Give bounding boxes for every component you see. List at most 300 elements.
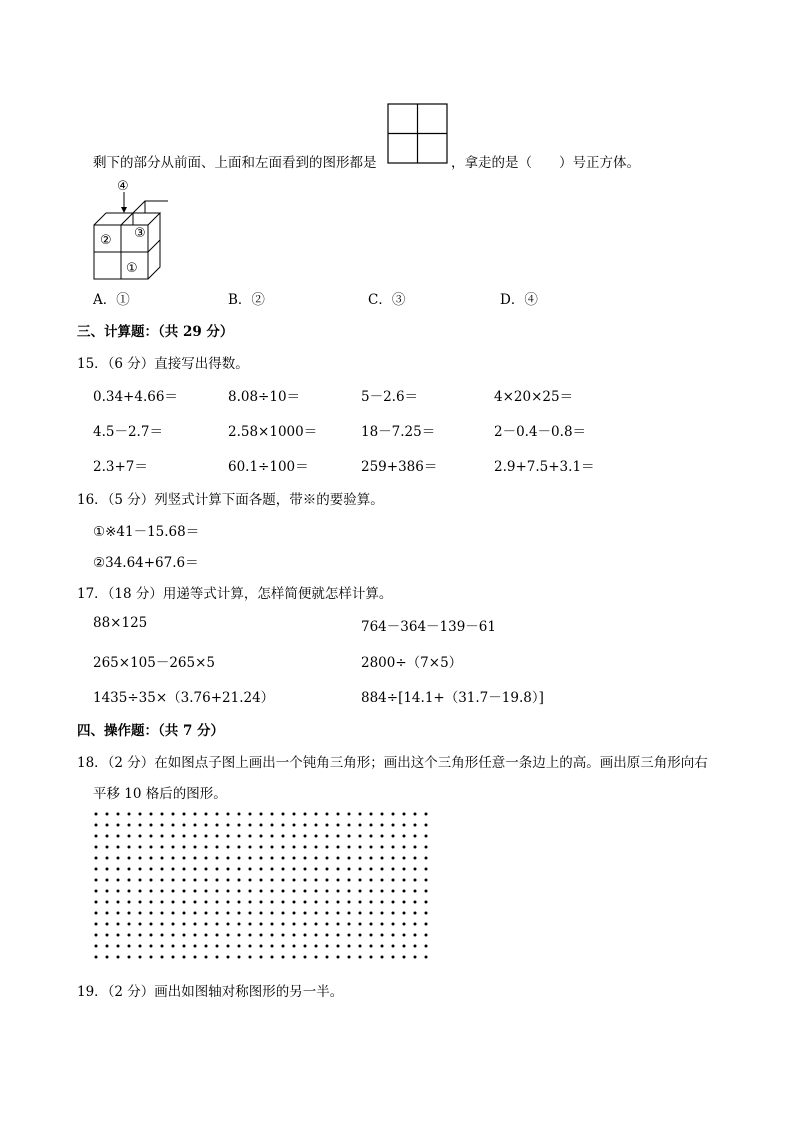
- grid-dot: [172, 879, 175, 882]
- grid-dot: [414, 813, 417, 816]
- grid-dot: [172, 846, 175, 849]
- grid-dot: [194, 824, 197, 827]
- grid-dot: [359, 835, 362, 838]
- grid-dot: [392, 890, 395, 893]
- grid-dot: [282, 835, 285, 838]
- grid-dot: [315, 956, 318, 959]
- grid-dot: [194, 846, 197, 849]
- grid-dot: [359, 879, 362, 882]
- grid-dot: [183, 835, 186, 838]
- grid-dot: [172, 824, 175, 827]
- grid-dot: [293, 934, 296, 937]
- grid-dot: [161, 923, 164, 926]
- grid-dot: [205, 813, 208, 816]
- grid-dot: [139, 813, 142, 816]
- grid-dot: [293, 857, 296, 860]
- grid-dot: [425, 934, 428, 937]
- grid-dot: [337, 923, 340, 926]
- grid-dot: [95, 923, 98, 926]
- grid-dot: [128, 956, 131, 959]
- grid-dot: [337, 956, 340, 959]
- grid-dot: [194, 934, 197, 937]
- grid-dot: [370, 890, 373, 893]
- grid-dot: [106, 813, 109, 816]
- grid-dot: [425, 923, 428, 926]
- grid-dot: [95, 934, 98, 937]
- grid-dot: [370, 857, 373, 860]
- grid-dot: [304, 890, 307, 893]
- grid-dot: [260, 901, 263, 904]
- grid-dot: [381, 835, 384, 838]
- grid-dot: [117, 868, 120, 871]
- grid-dot: [271, 934, 274, 937]
- grid-dot: [150, 945, 153, 948]
- grid-dot: [150, 824, 153, 827]
- grid-dot: [172, 901, 175, 904]
- grid-dot: [238, 879, 241, 882]
- grid-dot: [392, 912, 395, 915]
- grid-dot: [304, 868, 307, 871]
- grid-dot: [194, 857, 197, 860]
- grid-dot: [150, 835, 153, 838]
- grid-dot: [150, 857, 153, 860]
- grid-dot: [326, 890, 329, 893]
- grid-dot: [359, 945, 362, 948]
- grid-dot: [183, 901, 186, 904]
- grid-dot: [271, 945, 274, 948]
- grid-dot: [194, 901, 197, 904]
- grid-dot: [315, 945, 318, 948]
- grid-dot: [117, 901, 120, 904]
- grid-dot: [337, 824, 340, 827]
- grid-dot: [425, 857, 428, 860]
- grid-dot: [183, 868, 186, 871]
- grid-dot: [117, 824, 120, 827]
- grid-dot: [249, 901, 252, 904]
- grid-dot: [227, 912, 230, 915]
- grid-dot: [282, 846, 285, 849]
- grid-dot: [315, 835, 318, 838]
- grid-dot: [205, 824, 208, 827]
- q17-title: 17．（18 分）用递等式计算，怎样简便就怎样计算。: [77, 586, 393, 602]
- grid-dot: [315, 813, 318, 816]
- grid-dot: [403, 857, 406, 860]
- grid-dot: [150, 923, 153, 926]
- grid-dot: [370, 912, 373, 915]
- grid-dot: [106, 923, 109, 926]
- grid-dot: [194, 912, 197, 915]
- grid-dot: [95, 945, 98, 948]
- grid-dot: [337, 890, 340, 893]
- grid-dot: [205, 934, 208, 937]
- grid-dot: [194, 945, 197, 948]
- grid-dot: [403, 945, 406, 948]
- grid-dot: [414, 923, 417, 926]
- q17-r1c1: 88×125: [93, 615, 148, 631]
- q15-r3c4: 2.9+7.5+3.1＝: [494, 459, 595, 475]
- grid-dot: [183, 846, 186, 849]
- q15-r3c2: 60.1÷100＝: [228, 459, 309, 475]
- grid-dot: [172, 934, 175, 937]
- option-d: [500, 288, 538, 308]
- grid-dot: [128, 890, 131, 893]
- cube-label-3: ③: [134, 226, 146, 241]
- grid-dot: [315, 923, 318, 926]
- grid-dot: [161, 901, 164, 904]
- q19-title: 19．（2 分）画出如图轴对称图形的另一半。: [77, 984, 344, 1000]
- grid-dot: [370, 813, 373, 816]
- option-a-value: ①: [116, 292, 130, 308]
- grid-dot: [403, 846, 406, 849]
- grid-dot: [282, 923, 285, 926]
- dot-grid[interactable]: [93, 811, 433, 967]
- grid-dot: [128, 857, 131, 860]
- grid-dot: [216, 846, 219, 849]
- grid-dot: [117, 945, 120, 948]
- grid-dot: [381, 890, 384, 893]
- grid-dot: [249, 923, 252, 926]
- grid-dot: [370, 923, 373, 926]
- grid-dot: [238, 923, 241, 926]
- grid-dot: [370, 956, 373, 959]
- grid-dot: [227, 934, 230, 937]
- option-d-value: ④: [524, 292, 538, 308]
- grid-dot: [359, 912, 362, 915]
- grid-dot: [337, 868, 340, 871]
- grid-dot: [403, 879, 406, 882]
- grid-dot: [348, 824, 351, 827]
- grid-dot: [403, 835, 406, 838]
- grid-dot: [348, 956, 351, 959]
- grid-dot: [216, 879, 219, 882]
- grid-dot: [414, 846, 417, 849]
- q15-r2c3: 18－7.25＝: [361, 424, 436, 440]
- grid-dot: [425, 901, 428, 904]
- grid-dot: [139, 868, 142, 871]
- grid-2x2-figure: [387, 103, 449, 165]
- grid-dot: [205, 868, 208, 871]
- grid-dot: [95, 813, 98, 816]
- q18-line-1: 18．（2 分）在如图点子图上画出一个钝角三角形；画出这个三角形任意一条边上的高。画出原三角形向右: [77, 755, 708, 771]
- grid-dot: [304, 923, 307, 926]
- grid-dot: [425, 835, 428, 838]
- grid-dot: [271, 923, 274, 926]
- grid-dot: [106, 945, 109, 948]
- grid-dot: [260, 945, 263, 948]
- grid-dot: [205, 923, 208, 926]
- grid-dot: [117, 835, 120, 838]
- grid-dot: [414, 901, 417, 904]
- grid-dot: [172, 857, 175, 860]
- grid-dot: [337, 857, 340, 860]
- grid-dot: [392, 846, 395, 849]
- q15-r1c4: 4×20×25＝: [494, 389, 574, 405]
- grid-dot: [392, 923, 395, 926]
- grid-dot: [139, 835, 142, 838]
- grid-dot: [425, 813, 428, 816]
- grid-dot: [271, 912, 274, 915]
- grid-dot: [370, 868, 373, 871]
- grid-dot: [216, 912, 219, 915]
- grid-dot: [205, 890, 208, 893]
- grid-dot: [238, 824, 241, 827]
- grid-dot: [392, 934, 395, 937]
- grid-dot: [238, 934, 241, 937]
- grid-dot: [139, 901, 142, 904]
- grid-dot: [183, 934, 186, 937]
- grid-dot: [227, 824, 230, 827]
- grid-dot: [95, 879, 98, 882]
- grid-dot: [227, 813, 230, 816]
- grid-dot: [326, 901, 329, 904]
- grid-dot: [238, 945, 241, 948]
- grid-dot: [150, 956, 153, 959]
- grid-dot: [139, 824, 142, 827]
- grid-dot: [205, 879, 208, 882]
- grid-dot: [260, 857, 263, 860]
- q15-title: 15．（6 分）直接写出得数。: [77, 356, 249, 372]
- grid-dot: [425, 912, 428, 915]
- cube-label-2: ②: [100, 233, 112, 248]
- q15-r3c3: 259+386＝: [361, 459, 438, 475]
- grid-dot: [359, 824, 362, 827]
- grid-dot: [282, 890, 285, 893]
- option-c: [368, 288, 405, 308]
- grid-dot: [293, 868, 296, 871]
- grid-dot: [216, 857, 219, 860]
- q17-r3c2: 884÷[14.1+（31.7－19.8）]: [361, 690, 544, 706]
- grid-dot: [227, 945, 230, 948]
- grid-dot: [414, 956, 417, 959]
- grid-dot: [304, 813, 307, 816]
- grid-dot: [359, 956, 362, 959]
- grid-dot: [260, 934, 263, 937]
- grid-dot: [315, 824, 318, 827]
- grid-dot: [381, 956, 384, 959]
- grid-dot: [337, 912, 340, 915]
- grid-dot: [414, 857, 417, 860]
- grid-dot: [150, 879, 153, 882]
- grid-dot: [304, 901, 307, 904]
- grid-dot: [216, 934, 219, 937]
- grid-dot: [249, 824, 252, 827]
- grid-dot: [282, 912, 285, 915]
- option-d-letter: D．: [500, 292, 525, 308]
- grid-dot: [271, 824, 274, 827]
- grid-dot: [348, 945, 351, 948]
- grid-dot: [348, 868, 351, 871]
- grid-dot: [293, 824, 296, 827]
- grid-dot: [403, 901, 406, 904]
- grid-dot: [128, 901, 131, 904]
- grid-dot: [106, 912, 109, 915]
- q14-text-after: ，拿走的是（ ）号正方体。: [451, 155, 640, 171]
- grid-dot: [183, 879, 186, 882]
- grid-dot: [403, 923, 406, 926]
- grid-dot: [392, 901, 395, 904]
- grid-dot: [337, 934, 340, 937]
- grid-dot: [238, 890, 241, 893]
- grid-dot: [304, 945, 307, 948]
- grid-dot: [315, 890, 318, 893]
- grid-dot: [260, 835, 263, 838]
- q17-r2c2: 2800÷（7×5）: [361, 655, 463, 671]
- grid-dot: [315, 934, 318, 937]
- grid-dot: [106, 846, 109, 849]
- grid-dot: [172, 890, 175, 893]
- grid-dot: [282, 945, 285, 948]
- grid-dot: [271, 857, 274, 860]
- cube-label-1: ①: [126, 261, 138, 276]
- grid-dot: [326, 923, 329, 926]
- q15-r3c1: 2.3+7＝: [93, 459, 148, 475]
- grid-dot: [95, 912, 98, 915]
- grid-dot: [348, 923, 351, 926]
- q16-item-2: ②34.64+67.6＝: [93, 555, 199, 571]
- grid-dot: [249, 934, 252, 937]
- grid-dot: [425, 846, 428, 849]
- q16-item-1: ①※41－15.68＝: [93, 524, 200, 540]
- grid-dot: [117, 857, 120, 860]
- grid-dot: [315, 879, 318, 882]
- grid-dot: [139, 846, 142, 849]
- grid-dot: [370, 945, 373, 948]
- grid-dot: [271, 868, 274, 871]
- grid-dot: [271, 879, 274, 882]
- grid-dot: [337, 901, 340, 904]
- grid-dot: [139, 923, 142, 926]
- grid-dot: [95, 901, 98, 904]
- grid-dot: [238, 835, 241, 838]
- grid-dot: [117, 813, 120, 816]
- grid-dot: [348, 901, 351, 904]
- grid-dot: [183, 923, 186, 926]
- grid-dot: [326, 934, 329, 937]
- grid-dot: [425, 956, 428, 959]
- grid-dot: [414, 824, 417, 827]
- grid-dot: [139, 934, 142, 937]
- grid-dot: [260, 813, 263, 816]
- grid-dot: [95, 846, 98, 849]
- grid-dot: [403, 824, 406, 827]
- grid-dot: [315, 912, 318, 915]
- grid-dot: [403, 934, 406, 937]
- grid-dot: [337, 879, 340, 882]
- grid-dot: [392, 945, 395, 948]
- grid-dot: [359, 890, 362, 893]
- grid-dot: [128, 813, 131, 816]
- grid-dot: [238, 846, 241, 849]
- grid-dot: [359, 846, 362, 849]
- grid-dot: [282, 857, 285, 860]
- grid-dot: [205, 945, 208, 948]
- grid-dot: [183, 912, 186, 915]
- grid-dot: [227, 879, 230, 882]
- grid-dot: [271, 813, 274, 816]
- grid-dot: [381, 868, 384, 871]
- grid-dot: [304, 912, 307, 915]
- grid-dot: [381, 901, 384, 904]
- grid-dot: [128, 846, 131, 849]
- option-b-value: ②: [251, 292, 265, 308]
- grid-dot: [293, 835, 296, 838]
- grid-dot: [172, 868, 175, 871]
- grid-dot: [161, 835, 164, 838]
- grid-dot: [150, 901, 153, 904]
- grid-dot: [293, 879, 296, 882]
- grid-dot: [216, 923, 219, 926]
- grid-dot: [106, 835, 109, 838]
- grid-dot: [271, 835, 274, 838]
- grid-dot: [359, 813, 362, 816]
- grid-dot: [161, 945, 164, 948]
- grid-dot: [348, 890, 351, 893]
- grid-dot: [370, 835, 373, 838]
- q15-r2c4: 2－0.4－0.8＝: [494, 424, 587, 440]
- grid-dot: [106, 934, 109, 937]
- grid-dot: [392, 879, 395, 882]
- grid-dot: [161, 912, 164, 915]
- grid-dot: [139, 912, 142, 915]
- grid-dot: [128, 824, 131, 827]
- grid-dot: [139, 879, 142, 882]
- grid-dot: [337, 835, 340, 838]
- grid-dot: [425, 824, 428, 827]
- option-c-value: ③: [391, 292, 406, 308]
- grid-dot: [194, 923, 197, 926]
- grid-dot: [238, 857, 241, 860]
- grid-dot: [139, 857, 142, 860]
- cube-label-4: ④: [117, 179, 129, 194]
- grid-dot: [194, 956, 197, 959]
- grid-dot: [194, 868, 197, 871]
- grid-dot: [381, 813, 384, 816]
- grid-dot: [227, 857, 230, 860]
- grid-dot: [326, 945, 329, 948]
- grid-dot: [172, 835, 175, 838]
- grid-dot: [106, 824, 109, 827]
- grid-dot: [414, 879, 417, 882]
- grid-dot: [348, 813, 351, 816]
- grid-dot: [227, 835, 230, 838]
- grid-dot: [216, 901, 219, 904]
- q18-line-2: 平移 10 格后的图形。: [93, 786, 227, 802]
- grid-dot: [227, 901, 230, 904]
- grid-dot: [161, 846, 164, 849]
- grid-dot: [260, 956, 263, 959]
- grid-dot: [161, 868, 164, 871]
- grid-dot: [128, 868, 131, 871]
- grid-dot: [106, 956, 109, 959]
- q15-r2c2: 2.58×1000＝: [228, 424, 318, 440]
- grid-dot: [205, 857, 208, 860]
- q15-r1c3: 5－2.6＝: [361, 389, 419, 405]
- grid-dot: [128, 879, 131, 882]
- q17-r2c1: 265×105－265×5: [93, 655, 216, 671]
- grid-dot: [326, 824, 329, 827]
- grid-dot: [150, 846, 153, 849]
- grid-dot: [425, 890, 428, 893]
- grid-dot: [150, 890, 153, 893]
- grid-dot: [183, 956, 186, 959]
- option-a: [93, 288, 130, 308]
- grid-dot: [293, 923, 296, 926]
- grid-dot: [282, 813, 285, 816]
- grid-dot: [216, 868, 219, 871]
- grid-dot: [260, 912, 263, 915]
- grid-dot: [249, 956, 252, 959]
- grid-dot: [183, 945, 186, 948]
